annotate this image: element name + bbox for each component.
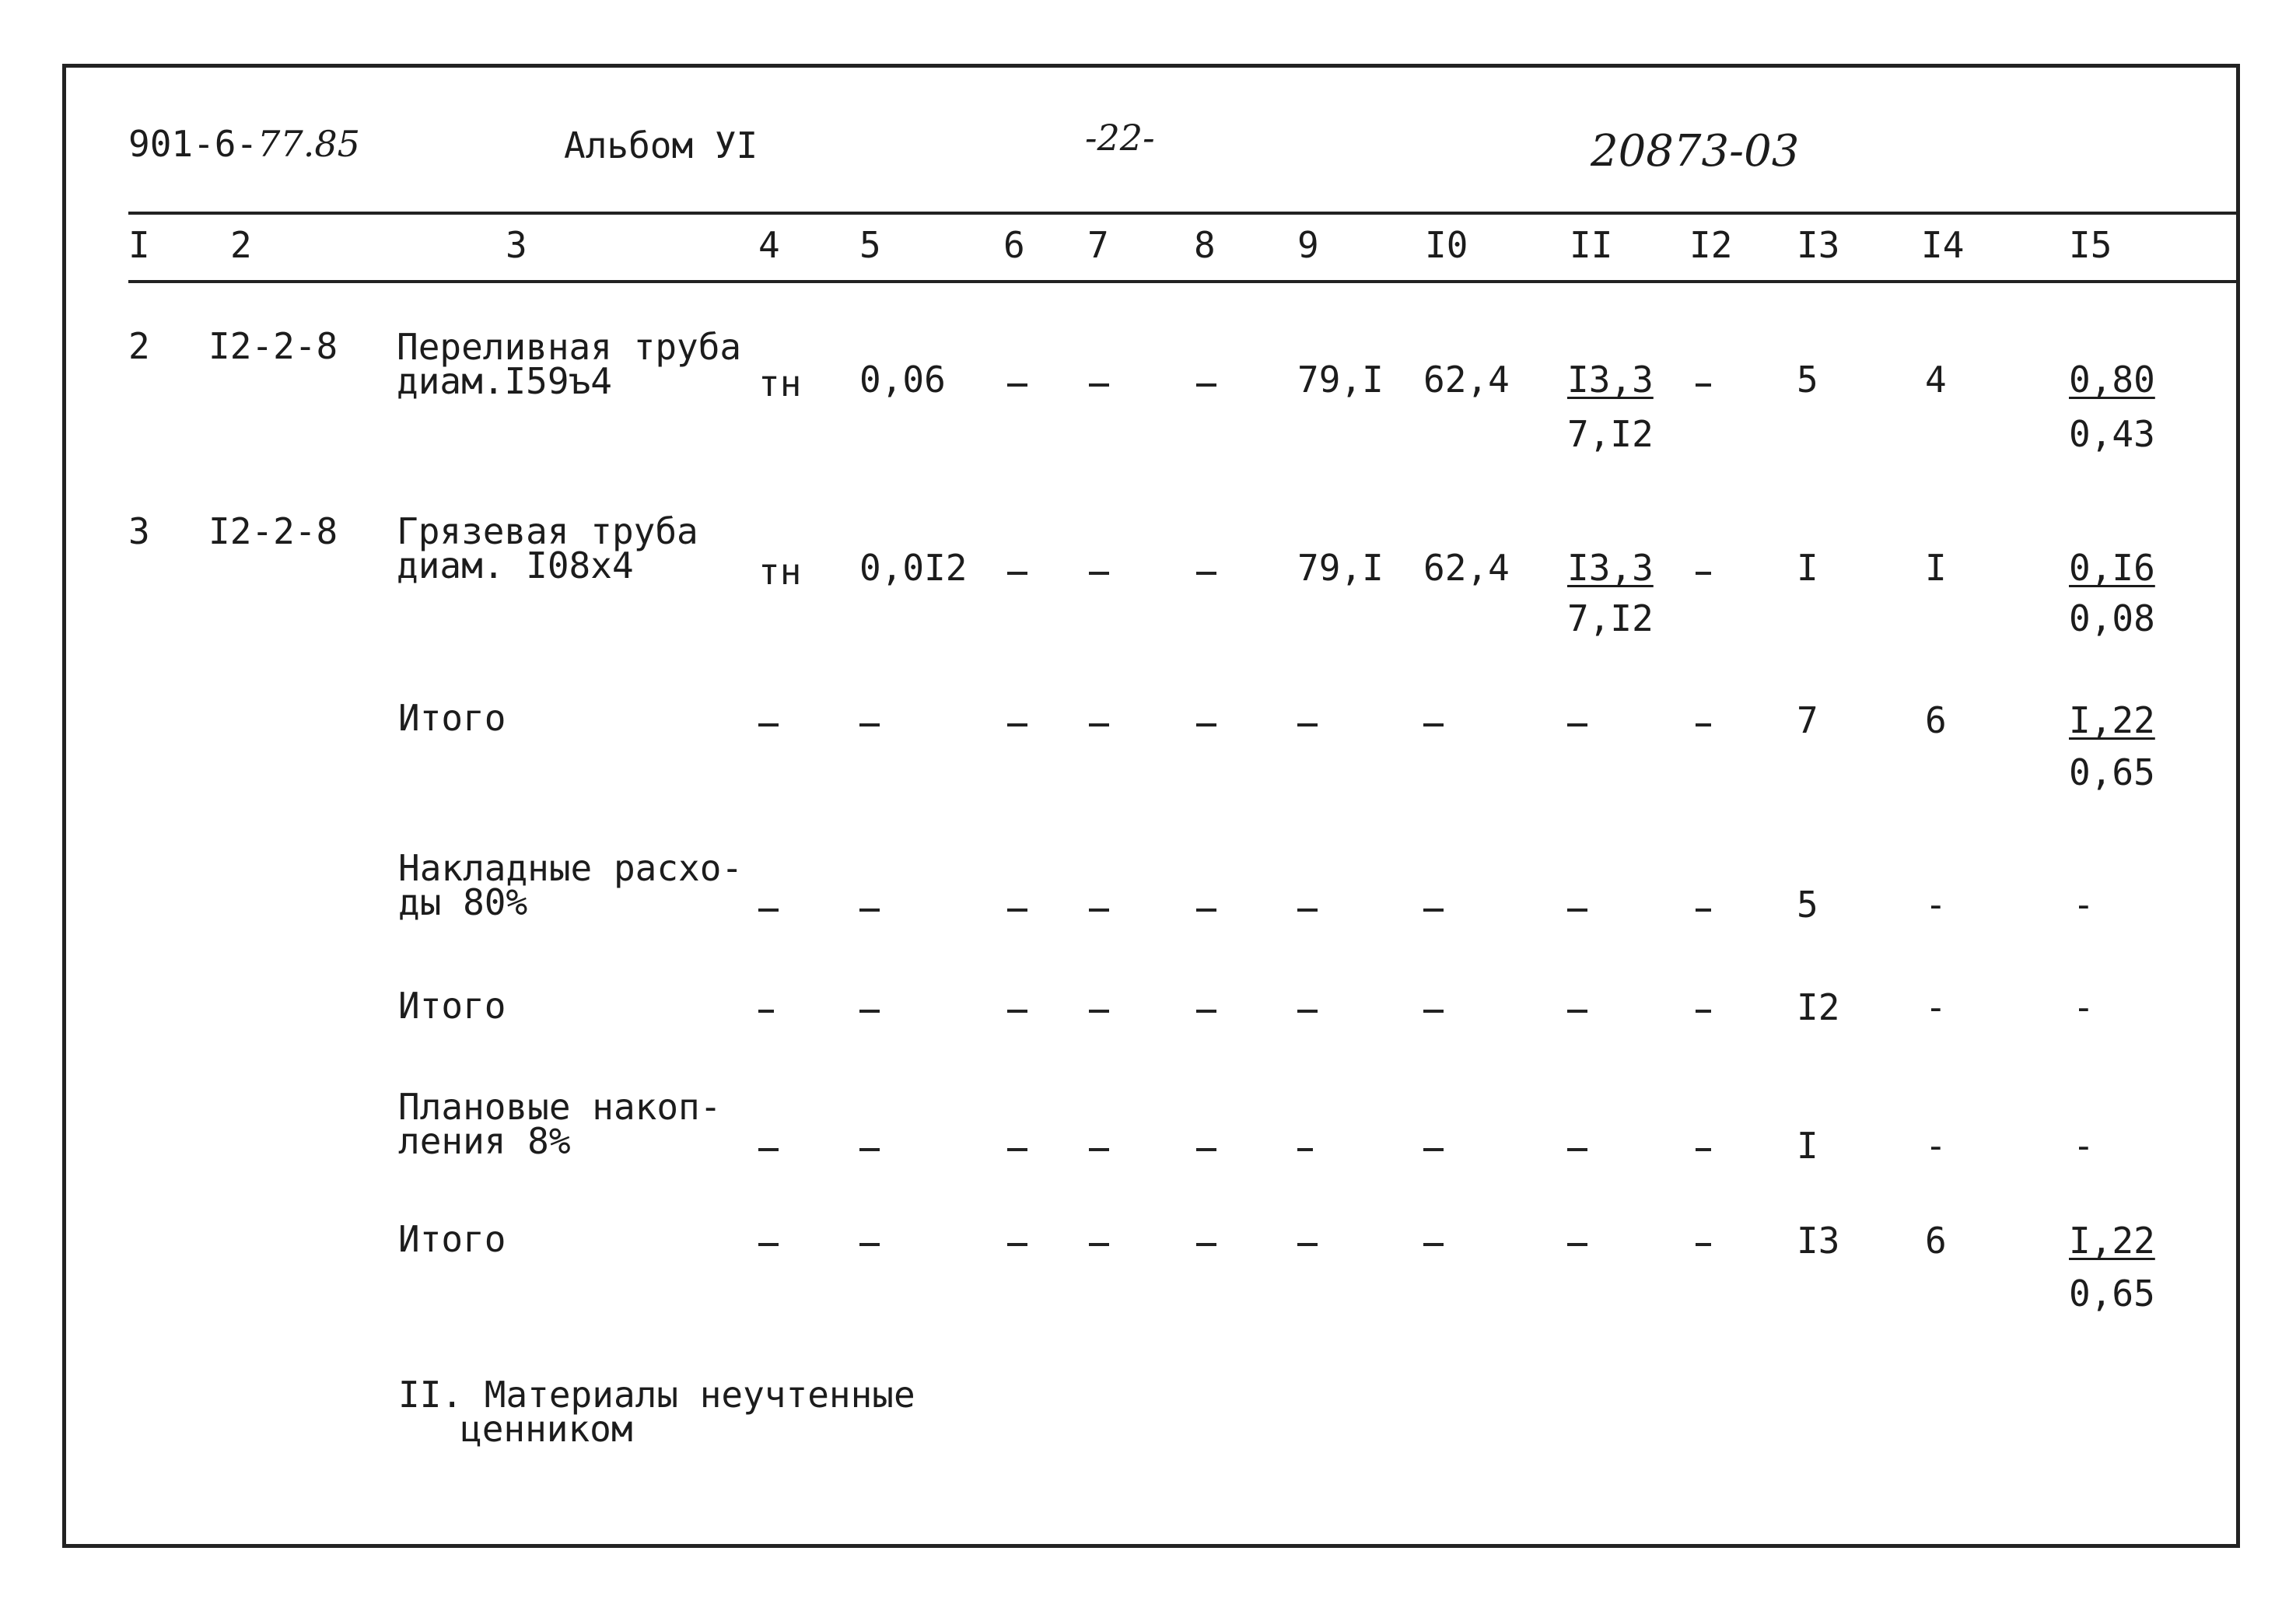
column-number-2: 2 (230, 224, 252, 266)
dash-c6 (1007, 572, 1027, 575)
header-bottom-rule (128, 280, 2238, 283)
row-qty: 0,06 (859, 359, 946, 401)
row-name-line: диам.I59ъ4 (397, 359, 612, 402)
page-frame (62, 64, 2240, 1548)
dash-c6 (1007, 383, 1027, 387)
dash (1007, 723, 1027, 726)
row-c13: I (1797, 547, 1818, 589)
row-c11-top: I3,3 (1567, 547, 1654, 589)
summary-c14: - (1925, 1125, 1947, 1167)
summary-c13: 7 (1797, 699, 1818, 741)
row-number: 2 (128, 325, 150, 367)
row-c13: 5 (1797, 359, 1818, 401)
dash (1696, 723, 1711, 726)
dash (1089, 723, 1109, 726)
section-ii-line: II. Материалы неучтенные (398, 1374, 915, 1416)
column-number-6: 6 (1003, 224, 1025, 266)
summary-label-line: Плановые накоп- (398, 1086, 722, 1128)
dash (1696, 1243, 1711, 1246)
summary-label (398, 1086, 722, 1162)
dash (1696, 909, 1711, 912)
summary-c14: - (1925, 884, 1947, 926)
summary-label-line: ления 8% (398, 1119, 571, 1162)
dash (1297, 723, 1318, 726)
summary-label: Итого (398, 1218, 506, 1260)
row-c14: 4 (1925, 359, 1947, 401)
summary-c15-bottom: 0,65 (2069, 751, 2155, 793)
row-name (397, 326, 742, 402)
row-c10: 62,4 (1423, 359, 1510, 401)
dash-c8 (1196, 383, 1216, 387)
dash (1423, 723, 1444, 726)
row-name-line: диам. I08x4 (397, 544, 634, 586)
row-c10: 62,4 (1423, 547, 1510, 589)
dash (1196, 1243, 1216, 1246)
summary-c15-top: I,22 (2069, 699, 2155, 741)
dash (1423, 1010, 1444, 1013)
summary-c14: 6 (1925, 699, 1947, 741)
dash-c12 (1696, 572, 1711, 575)
dash (1567, 1243, 1587, 1246)
dash (758, 723, 779, 726)
column-number-10: I0 (1425, 224, 1468, 266)
row-c11-bottom: 7,I2 (1567, 597, 1654, 639)
dash (859, 1010, 880, 1013)
dash (758, 909, 779, 912)
column-number-7: 7 (1087, 224, 1109, 266)
summary-c15: - (2073, 884, 2095, 926)
dash (1567, 1010, 1587, 1013)
dash (1297, 1010, 1318, 1013)
row-number: 3 (128, 510, 150, 552)
header-top-rule (128, 212, 2238, 215)
section-ii-line: ценником (460, 1407, 633, 1450)
column-number-11: II (1570, 224, 1613, 266)
document-code-printed: 901-6- (128, 123, 258, 165)
doc-number: 20873-03 (1591, 126, 1800, 177)
row-name-line: Переливная труба (397, 326, 742, 368)
column-number-8: 8 (1194, 224, 1216, 266)
summary-c13: I3 (1797, 1220, 1840, 1262)
dash (1567, 723, 1587, 726)
column-number-13: I3 (1797, 224, 1840, 266)
dash (1089, 1243, 1109, 1246)
summary-label: Итого (398, 697, 506, 739)
dash (1423, 1243, 1444, 1246)
summary-label-line: ды 80% (398, 881, 528, 923)
column-number-5: 5 (859, 224, 881, 266)
summary-c15: - (2073, 1125, 2095, 1167)
dash (1696, 1148, 1711, 1151)
summary-label-line: Накладные расхо- (398, 847, 744, 889)
dash (1007, 909, 1027, 912)
page-number: -22- (1085, 117, 1155, 159)
dash (1297, 1148, 1313, 1151)
row-c9: 79,I (1297, 359, 1384, 401)
summary-c14: - (1925, 986, 1947, 1028)
row-c15-top: 0,80 (2069, 359, 2155, 401)
column-number-9: 9 (1297, 224, 1319, 266)
row-code: I2-2-8 (208, 325, 338, 367)
row-code: I2-2-8 (208, 510, 338, 552)
row-c14: I (1925, 547, 1947, 589)
dash (1423, 909, 1444, 912)
dash (1007, 1010, 1027, 1013)
dash (1007, 1148, 1027, 1151)
section-ii-heading (398, 1374, 915, 1450)
column-number-3: 3 (506, 224, 527, 266)
dash (1567, 909, 1587, 912)
dash (859, 909, 880, 912)
row-unit: тн (758, 362, 802, 404)
dash (859, 1148, 880, 1151)
summary-c13: 5 (1797, 884, 1818, 926)
column-number-12: I2 (1689, 224, 1733, 266)
dash (758, 1243, 779, 1246)
dash (1196, 1010, 1216, 1013)
column-number-15: I5 (2069, 224, 2112, 266)
row-name-line: Грязевая труба (397, 510, 698, 552)
dash-c7 (1089, 572, 1109, 575)
dash (1196, 1148, 1216, 1151)
summary-label: Итого (398, 985, 506, 1027)
dash (859, 1243, 880, 1246)
row-c9: 79,I (1297, 547, 1384, 589)
dash (758, 1148, 779, 1151)
dash (1696, 1010, 1711, 1013)
dash (1423, 1148, 1444, 1151)
row-c15-bottom: 0,08 (2069, 597, 2155, 639)
dash (1089, 909, 1109, 912)
dash (1297, 1243, 1318, 1246)
column-number-1: I (128, 224, 150, 266)
dash-c7 (1089, 383, 1109, 387)
dash (1567, 1148, 1587, 1151)
dash (1297, 909, 1318, 912)
column-number-14: I4 (1921, 224, 1965, 266)
dash (859, 723, 880, 726)
dash (1089, 1010, 1109, 1013)
summary-c15-top: I,22 (2069, 1220, 2155, 1262)
summary-c15: - (2073, 986, 2095, 1028)
summary-c13: I (1797, 1125, 1818, 1167)
row-c15-bottom: 0,43 (2069, 413, 2155, 455)
row-unit: тн (758, 551, 802, 593)
dash-c8 (1196, 572, 1216, 575)
row-qty: 0,0I2 (859, 547, 968, 589)
summary-label (398, 847, 744, 923)
summary-c14: 6 (1925, 1220, 1947, 1262)
dash-c12 (1696, 383, 1711, 387)
document-code (128, 123, 360, 165)
row-c15-top: 0,I6 (2069, 547, 2155, 589)
column-number-4: 4 (758, 224, 780, 266)
dash (1196, 909, 1216, 912)
dash (1089, 1148, 1109, 1151)
document-code-handwritten: 77.85 (257, 123, 360, 165)
summary-c13: I2 (1797, 986, 1840, 1028)
dash (1196, 723, 1216, 726)
album-title: Альбом УI (564, 124, 758, 166)
row-c11-top: I3,3 (1567, 359, 1654, 401)
row-c11-bottom: 7,I2 (1567, 413, 1654, 455)
dash (758, 1010, 774, 1013)
summary-c15-bottom: 0,65 (2069, 1273, 2155, 1315)
dash (1007, 1243, 1027, 1246)
row-name (397, 510, 698, 586)
